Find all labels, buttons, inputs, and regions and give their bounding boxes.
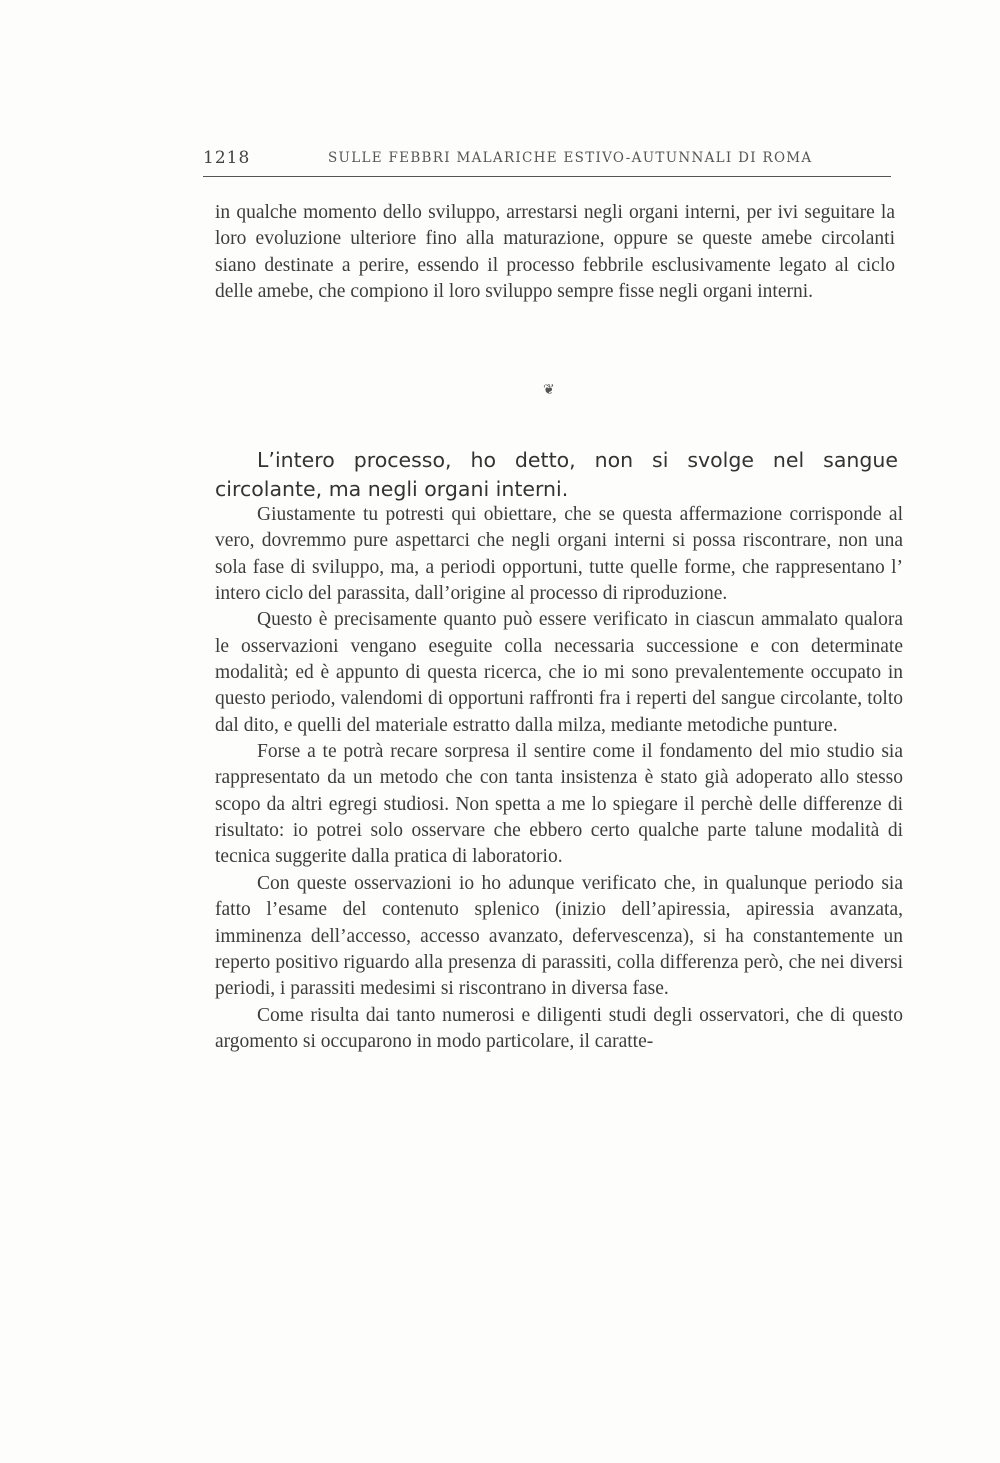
running-head	[203, 148, 891, 177]
paragraph: in qualche momento dello sviluppo, arrestarsi negli organi interni, per ivi seguitare la loro evoluzione ulteriore fino alla maturazione, oppure se queste amebe circolanti siano destinate a perire, essendo il processo febbrile esclusivamente legato al ciclo delle amebe, che compiono il loro sviluppo sempre fisse negli organi interni.	[215, 202, 895, 303]
ornament-icon: ❦	[543, 382, 555, 398]
page-number: 1218	[203, 148, 251, 168]
paragraph: Come risulta dai tanto numerosi e diligenti studi degli osservatori, che di questo argomento si occuparono in modo particolare, il caratte-	[215, 1004, 903, 1052]
running-head-title: SULLE FEBBRI MALARICHE ESTIVO-AUTUNNALI DI ROMA	[328, 150, 813, 166]
main-text-block	[215, 502, 903, 1055]
paragraph: Con queste osservazioni io ho adunque verificato che, in qualunque periodo sia fatto l’esame del contenuto splenico (inizio dell’apiressia, apiressia avanzata, imminenza dell’accesso, accesso avanzato, defervescenza), si ha constantemente un reperto positivo riguardo alla presenza di parassiti, colla differenza però, che nei diversi periodi, i parassiti medesimi si riscontrano in diversa fase.	[215, 872, 903, 1000]
paragraph: Forse a te potrà recare sorpresa il sentire come il fondamento del mio studio sia rappresentato da un metodo che con tanta insistenza è stato già adoperato allo stesso scopo da altri egregi studiosi. Non spetta a me lo spiegare il perchè delle differenze di risultato: io potrei solo osservare che ebbero certo qualche parte talune modalità di tecnica suggerite dalla pratica di laboratorio.	[215, 741, 903, 868]
paragraph: Questo è precisamente quanto può essere verificato in ciascun ammalato qualora le osservazioni vengano eseguite colla necessaria successione e con determinate modalità; ed è appunto di questa ricerca, che io mi sono prevalentemente occupato in questo periodo, valendomi di opportuni raffronti fra i reperti del sangue circolante, tolto dal dito, e quelli del materiale estratto dalla milza, mediante metodiche punture.	[215, 609, 903, 736]
opening-paragraph-block	[215, 200, 895, 306]
paragraph: Giustamente tu potresti qui obiettare, che se questa affermazione corrisponde al vero, dovremmo pure aspettarci che negli organi interni si possa riscontrare, non una sola fase di sviluppo, ma, a periodi opportuni, tutte quelle forme, che rappresentano l’ intero ciclo del parassita, dall’origine al processo di riproduzione.	[215, 504, 903, 605]
section-heading	[215, 446, 898, 504]
section-heading-text: L’intero processo, ho detto, non si svolge nel sangue circolante, ma negli organi interni.	[215, 448, 898, 501]
